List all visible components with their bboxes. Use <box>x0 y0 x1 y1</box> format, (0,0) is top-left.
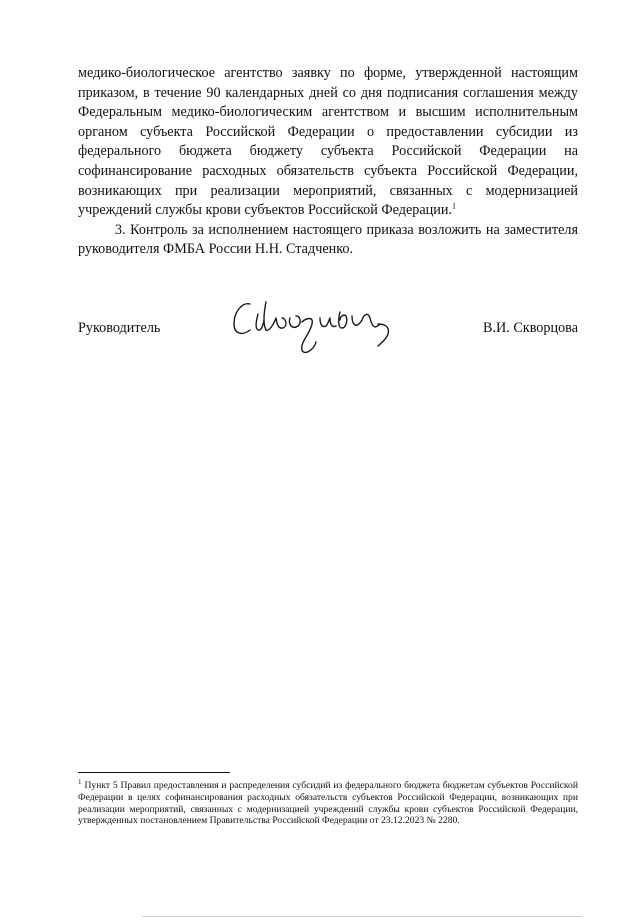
document-body <box>78 64 578 260</box>
signatory-name: В.И. Скворцова <box>483 320 578 336</box>
footnote-text: Пункт 5 Правил предоставления и распределения субсидий из федерального бюджета бюджетам субъектов Российской Федерации в целях софинансирования расходных обязательств субъектов Российской Федерации, возникающих при реализации мероприятий, связанных с модернизацией учреждений службы крови субъектов Российской Федерации, утвержденных постановлением Правительства Российской Федерации от 23.12.2023 № 2280. <box>78 780 578 827</box>
handwritten-signature <box>228 290 418 360</box>
paragraph-continuation-text: медико-биологическое агентство заявку по форме, утвержденной настоящим приказом, в течение 90 календарных дней со дня подписания соглашения между Федеральным медико-биологическим агентством и высшим исполнительным органом субъекта Российской Федерации о предоставлении субсидии из федерального бюджета бюджету субъекта Российской Федерации на софинансирование расходных обязательств субъекта Российской Федерации, возникающих при реализации мероприятий, связанных с модернизацией учреждений службы крови субъектов Российской Федерации. <box>78 65 578 219</box>
paragraph-continuation <box>78 64 578 221</box>
signatory-title: Руководитель <box>78 320 161 336</box>
signature-block <box>78 288 578 358</box>
footnote-reference: 1 <box>451 201 456 211</box>
paragraph-3: 3. Контроль за исполнением настоящего приказа возложить на заместителя руководителя ФМБА России Н.Н. Стадченко. <box>78 221 578 258</box>
footnote-marker: 1 <box>78 777 82 786</box>
footnote-divider <box>78 772 230 773</box>
footnote <box>78 777 578 827</box>
scan-edge-line <box>142 916 582 917</box>
